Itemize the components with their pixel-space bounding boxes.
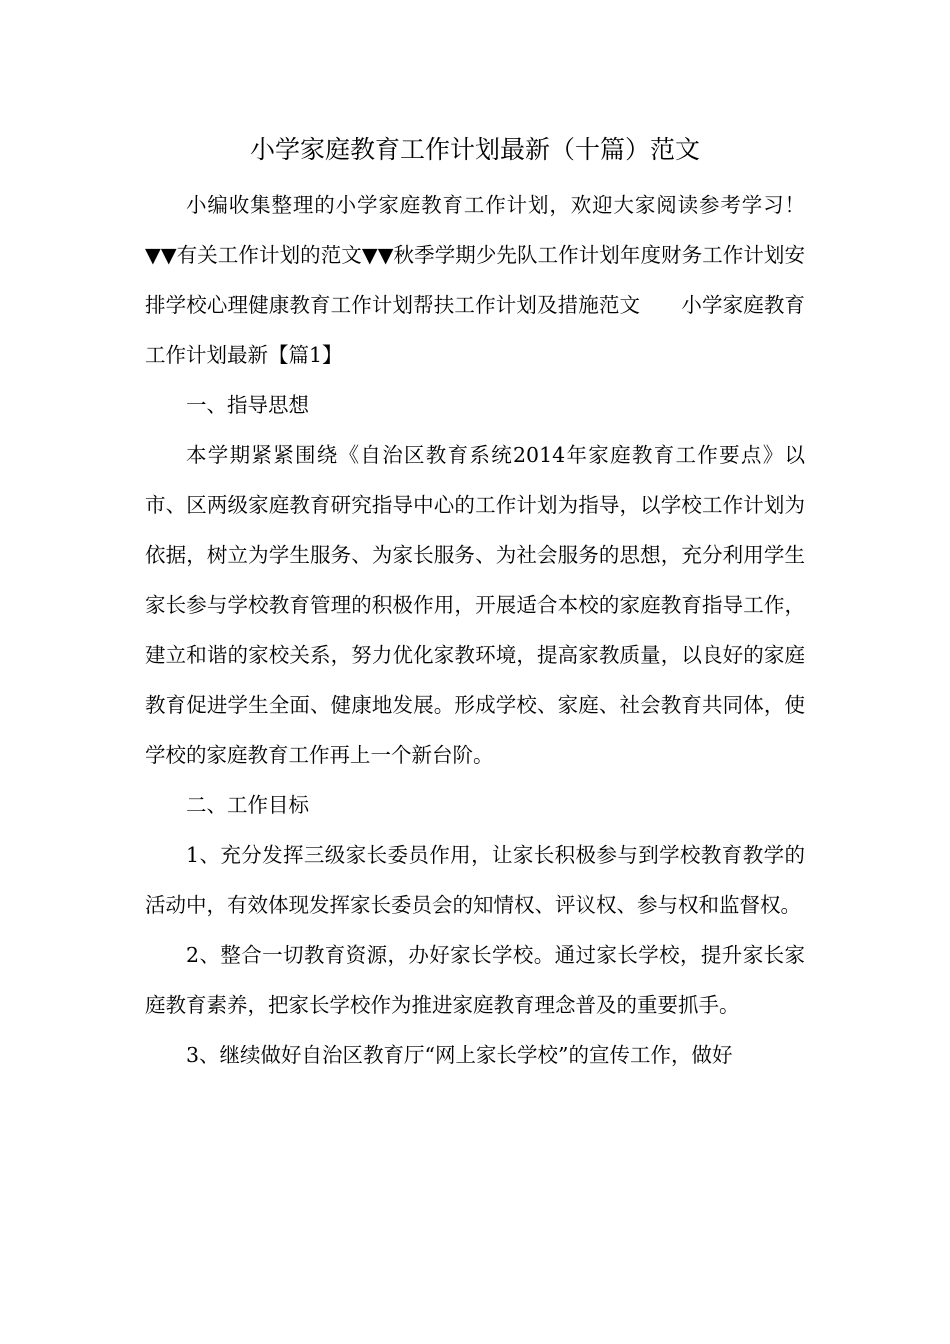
paragraph-goal-2: 2、整合一切教育资源，办好家长学校。通过家长学校，提升家长家庭教育素养，把家长学校作为推进家庭教育理念普及的重要抓手。 — [145, 943, 805, 1017]
paragraph-guiding-thought: 本学期紧紧围绕《自治区教育系统2014年家庭教育工作要点》以市、区两级家庭教育研究指导中心的工作计划为指导，以学校工作计划为依据，树立为学生服务、为家长服务、为社会服务的思想，充分利用学生家长参与学校教育管理的积极作用，开展适合本校的家庭教育指导工作，建立和谐的家校关系，努力优化家教环境，提高家教质量，以良好的家庭教育促进学生全面、健康地发展。形成学校、家庭、社会教育共同体，使学校的家庭教育工作再上一个新台阶。 — [145, 443, 805, 767]
paragraph-goal-1: 1、充分发挥三级家长委员作用，让家长积极参与到学校教育教学的活动中，有效体现发挥家长委员会的知情权、评议权、参与权和监督权。 — [145, 843, 805, 917]
section-heading-work-goals: 二、工作目标 — [186, 793, 309, 817]
paragraph-intro: 小编收集整理的小学家庭教育工作计划，欢迎大家阅读参考学习！▼▼有关工作计划的范文▼▼秋季学期少先队工作计划年度财务工作计划安排学校心理健康教育工作计划帮扶工作计划及措施范文 小学家庭教育工作计划最新【篇1】 — [145, 193, 805, 367]
section-heading-guiding-thought: 一、指导思想 — [186, 393, 309, 417]
paragraph-goal-3: 3、继续做好自治区教育厅“网上家长学校”的宣传工作，做好 — [186, 1043, 733, 1067]
document-body — [145, 180, 805, 1080]
document-title: 小学家庭教育工作计划最新（十篇）范文 — [249, 135, 700, 164]
